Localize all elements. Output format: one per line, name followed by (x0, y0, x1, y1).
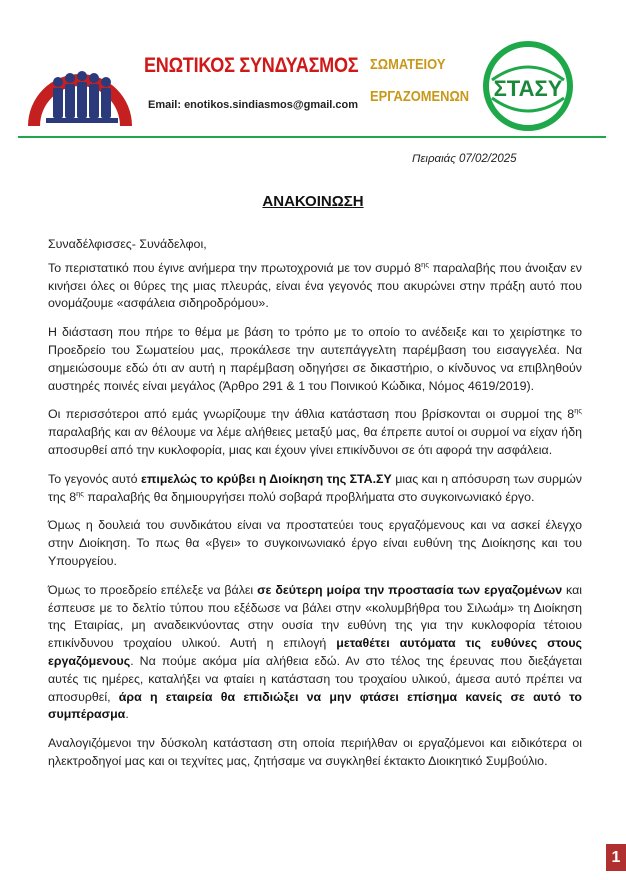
page-number: 1 (606, 844, 626, 871)
greeting: Συναδέλφισσες- Συνάδελφοι, (48, 237, 207, 251)
org-subtitle-1: ΣΩΜΑΤΕΙΟΥ (370, 56, 446, 73)
union-logo-icon (24, 48, 136, 126)
paragraph-1: Το περιστατικό που έγινε ανήμερα την πρωτοχρονιά με τον συρμό $8^{\eta\varsigma}$ παραλαβής που άνοιξαν εν κινήσει όλες οι θύρες της μιας πλευράς, είναι ένα γεγονός που ακυρώνει στην πράξη αυτό που ονομάζουμε «ασφάλεια σιδηροδρόμου». (48, 259, 582, 311)
paragraph-6: Όμως το προεδρείο επέλεξε να βάλει σε δεύτερη μοίρα την προστασία των εργαζομένων και έσπευσε με το δελτίο τύπου που εξέδωσε να βάλει στην «κολυμβήθρα του Σιλωάμ» τη Διοίκηση της Εταιρίας, μη αναδεικνύοντας στην ουσία την ευθύνη της για την κυκλοφορία τέτοιου επικίνδυνου τροχαίου υλικού. Αυτή η επιλογή μεταθέτει αυτόματα τις ευθύνες στους εργαζόμενους. Να πούμε ακόμα μία αλήθεια εδώ. Αν στο τέλος της έρευνας που διεξάγεται αυτές τις ημέρες, καταλήξει να φταίει η κατάσταση του τροχαίου υλικού, άμεσα αυτό πρέπει να αποσυρθεί, άρα η εταιρεία θα επιδιώξει να μην φτάσει επίσημα κανείς σε αυτό το συμπέρασμα. (48, 582, 583, 722)
paragraph-2: Η διάσταση που πήρε το θέμα με βάση το τρόπο με το οποίο το ανέδειξε και το χειρίστηκε το Προεδρείο του Σωματείου μας, προκάλεσε την αυτεπάγγελτη παρέμβαση του εισαγγελέα. Να σημειώσουμε εδώ ότι αν αυτή η παρέμβαση οδηγήσει σε δικαστήριο, ο κίνδυνος να επιβληθούν αυστηρές ποινές είναι μεγάλος (Άρθρο 291 & 1 του Ποινικού Κώδικα, Νόμος 4619/2019). (48, 325, 582, 393)
paragraph-5: Όμως η δουλειά του συνδικάτου είναι να προστατεύει τους εργαζόμενους και να ασκεί έλεγχο στην Διοίκηση. Το πως θα «βγει» το συγκοινωνιακό έργο είναι ευθύνη της Διοίκησης και του Υπουργείου. (48, 518, 582, 568)
document-title: ΑΝΑΚΟΙΝΩΣΗ (262, 193, 364, 210)
paragraph-3: Οι περισσότεροι από εμάς γνωρίζουμε την άθλια κατάσταση που βρίσκονται οι συρμοί της $8^{\eta\varsigma}$ παραλαβής και αν θέλουμε να λέμε αλήθειες μεταξύ μας, θα έπρεπε αυτοί οι συρμοί να είχαν ήδη αποσυρθεί από την κυκλοφορία, μιας και έχουν γίνει επικίνδυνοι σε ότι αφορά την ασφάλεια. (48, 406, 582, 457)
email-address[interactable]: Email: enotikos.sindiasmos@gmail.com (148, 99, 359, 111)
document-date: Πειραιάς 07/02/2025 (412, 153, 517, 165)
paragraph-7: Αναλογιζόμενοι την δύσκολη κατάσταση στη οποία περιήλθαν οι εργαζόμενοι και ειδικότερα οι ηλεκτροδηγοί μας και οι τεχνίτες μας, ζητήσαμε να συγκληθεί έκτακτο Διοικητικό Συμβούλιο. (48, 736, 582, 768)
header-divider (18, 136, 606, 138)
letterhead (0, 0, 626, 150)
svg-text:ΣΤΑΣΥ: ΣΤΑΣΥ (493, 76, 563, 101)
paragraph-4: Το γεγονός αυτό επιμελώς το κρύβει η Διοίκηση της ΣΤΑ.ΣΥ μιας και η απόσυρση των συρμών της $8^{\eta\varsigma}$ παραλαβής θα δημιουργήσει πολύ σοβαρά προβλήματα στο συγκοινωνιακό έργο. (48, 471, 582, 504)
org-name: ΕΝΩΤΙΚΟΣ ΣΥΝΔΥΑΣΜΟΣ (144, 54, 359, 77)
document-body (48, 236, 582, 782)
stasy-logo-icon (482, 40, 574, 132)
org-subtitle-2: ΕΡΓΑΖΟΜΕΝΩΝ (370, 88, 470, 105)
